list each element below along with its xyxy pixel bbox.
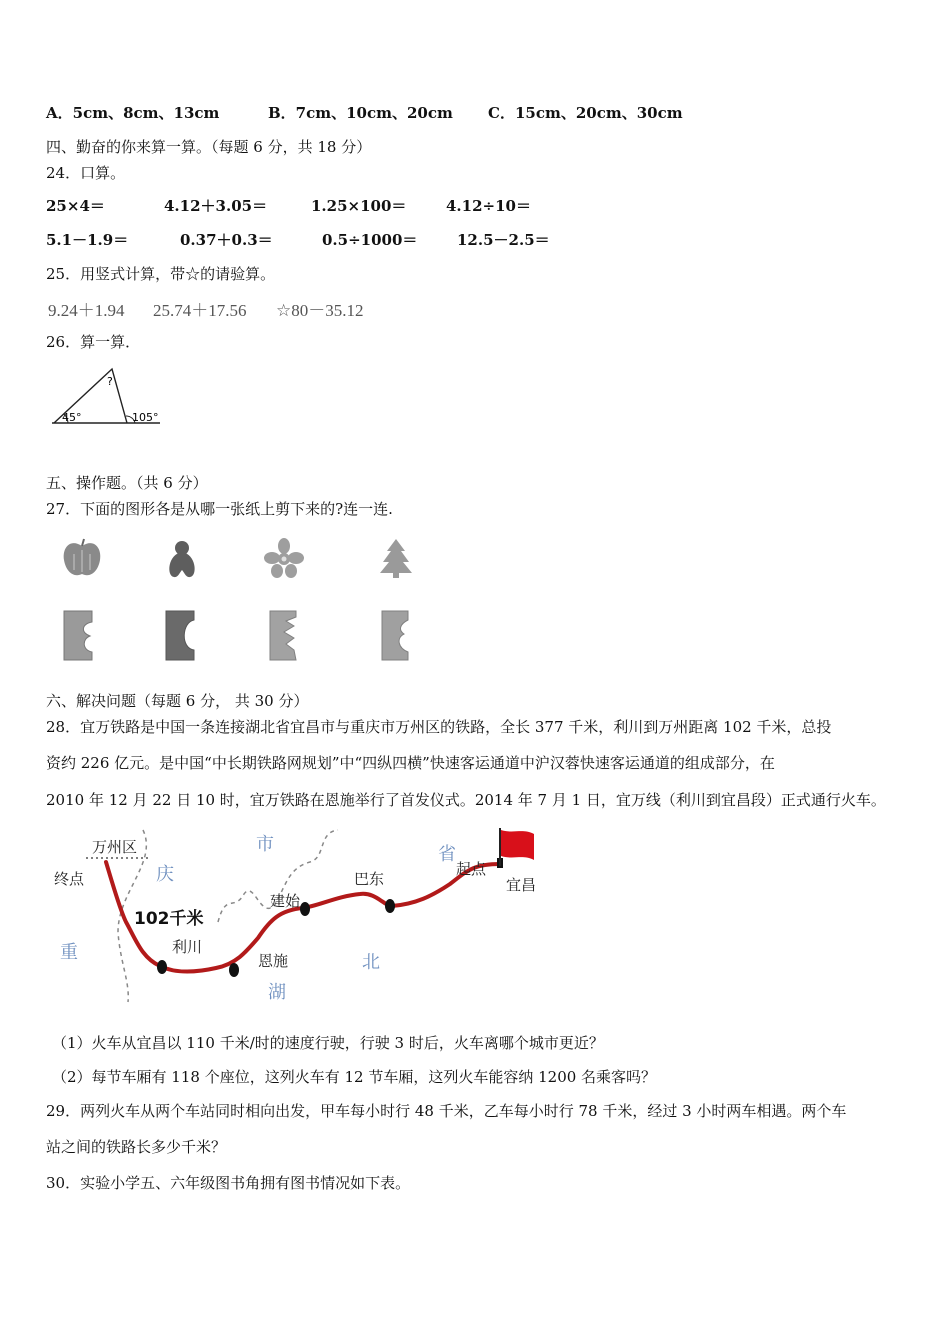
calc-1-2: 4.12＋3.05＝ <box>164 197 268 215</box>
label-wanzhou: 万州区 <box>92 838 138 856</box>
calc-1-1: 25×4＝ <box>46 197 105 215</box>
paper-4-icon <box>376 608 416 662</box>
region-shi: 市 <box>256 834 274 855</box>
q28-line1: 28．宜万铁路是中国一条连接湖北省宜昌市与重庆市万州区的铁路，全长 377 千米，利川到万州距离 102 千米，总投 <box>46 718 832 736</box>
region-sheng: 省 <box>438 844 456 865</box>
apple-shape-icon <box>60 536 104 580</box>
q25-expr-1: 9.24＋1.94 <box>48 301 125 320</box>
calc-1-4: 4.12÷10＝ <box>446 197 531 215</box>
q28-sub2: （2）每节车厢有 118 个座位，这列火车有 12 节车厢，这列火车能容纳 1200 名乘客吗？ <box>52 1068 657 1086</box>
calc-2-1: 5.1－1.9＝ <box>46 231 129 249</box>
station-badong <box>385 899 395 913</box>
angle-top-label: ? <box>107 375 113 388</box>
flag-icon <box>501 830 534 860</box>
q28-line3: 2010 年 12 月 22 日 10 时，宜万铁路在恩施举行了首发仪式。2014 年 7 月 1 日，宜万线（利川到宜昌段）正式通行火车。 <box>46 791 886 809</box>
railway-map <box>48 822 558 1012</box>
calc-1-3: 1.25×100＝ <box>311 197 407 215</box>
paper-2-icon <box>160 608 200 662</box>
station-jianshi <box>300 902 310 916</box>
q29-line2: 站之间的铁路长多少千米？ <box>46 1138 227 1156</box>
section5-title: 五、操作题。（共 6 分） <box>46 474 208 492</box>
calc-2-4: 12.5－2.5＝ <box>457 231 550 249</box>
label-start: 起点 <box>456 860 487 878</box>
region-bei: 北 <box>362 952 380 973</box>
q25-expr-3: ☆80－35.12 <box>276 301 364 320</box>
calc-2-2: 0.37＋0.3＝ <box>180 231 273 249</box>
label-lichuan: 利川 <box>172 938 203 956</box>
q27-title: 27．下面的图形各是从哪一张纸上剪下来的?连一连. <box>46 500 393 518</box>
angle-ext-label: 105° <box>132 411 159 424</box>
gourd-shape-icon <box>160 536 204 580</box>
station-lichuan <box>157 960 167 974</box>
label-distance: 102千米 <box>134 909 204 929</box>
angle-left-label: 45° <box>62 411 82 424</box>
tree-shape-icon <box>374 536 418 580</box>
q26-title: 26．算一算． <box>46 333 141 351</box>
option-a: A．5cm、8cm、13cm <box>46 104 220 122</box>
label-yichang: 宜昌 <box>506 876 537 894</box>
region-zhong: 重 <box>60 942 78 963</box>
station-enshi <box>229 963 239 977</box>
q25-expr-2: 25.74＋17.56 <box>153 301 247 320</box>
q24-title: 24．口算。 <box>46 164 126 182</box>
section4-title: 四、勤奋的你来算一算。（每题 6 分，共 18 分） <box>46 138 372 156</box>
triangle-figure <box>48 364 168 430</box>
paper-1-icon <box>60 608 100 662</box>
region-hu: 湖 <box>268 982 286 1003</box>
q28-line2: 资约 226 亿元。是中国“中长期铁路网规划”中“四纵四横”快速客运通道中沪汉蓉快速客运通道的组成部分，在 <box>46 754 775 772</box>
flower-shape-icon <box>262 536 306 580</box>
label-enshi: 恩施 <box>258 952 289 970</box>
option-c: C．15cm、20cm、30cm <box>488 104 683 122</box>
q28-sub1: （1）火车从宜昌以 110 千米/时的速度行驶，行驶 3 时后，火车离哪个城市更近？ <box>52 1034 604 1052</box>
section6-title: 六、解决问题（每题 6 分， 共 30 分） <box>46 692 309 710</box>
label-end: 终点 <box>54 870 85 888</box>
q29-line1: 29．两列火车从两个车站同时相向出发，甲车每小时行 48 千米，乙车每小时行 78 千米，经过 3 小时两车相遇。两个车 <box>46 1102 847 1120</box>
option-b: B．7cm、10cm、20cm <box>268 104 453 122</box>
paper-3-icon <box>264 608 304 662</box>
q25-title: 25．用竖式计算，带☆的请验算。 <box>46 265 276 283</box>
region-qing: 庆 <box>156 864 174 885</box>
calc-2-3: 0.5÷1000＝ <box>322 231 418 249</box>
label-jianshi: 建始 <box>270 892 301 910</box>
label-badong: 巴东 <box>354 870 385 888</box>
q30-title: 30．实验小学五、六年级图书角拥有图书情况如下表。 <box>46 1174 411 1192</box>
